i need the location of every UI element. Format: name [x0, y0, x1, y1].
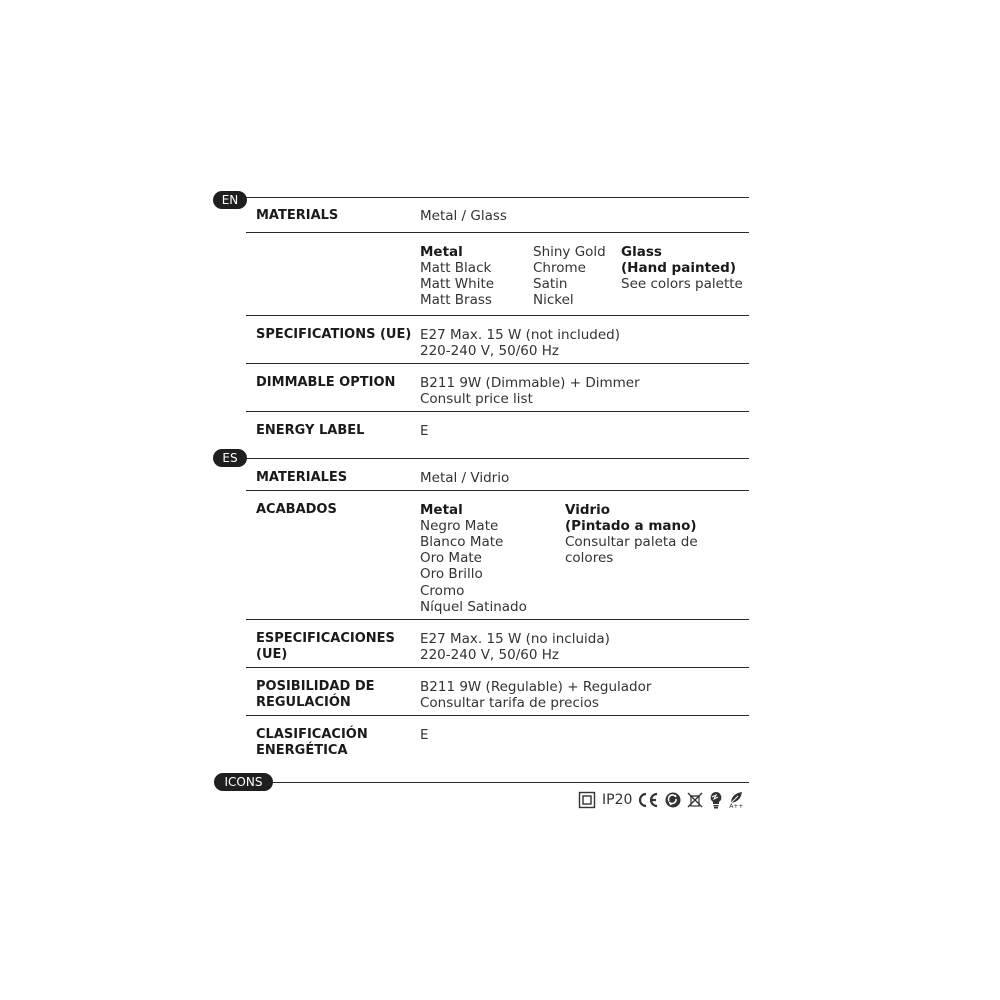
clasificacion-label: CLASIFICACIÓN [256, 727, 368, 742]
weee-bin-icon [686, 791, 704, 809]
acabado-metal-title: Metal [420, 502, 463, 518]
especificaciones-line2: 220-240 V, 50/60 Hz [420, 647, 559, 663]
regulacion-line1: B211 9W (Regulable) + Regulador [420, 679, 652, 695]
divider [246, 458, 749, 459]
acabados-label: ACABADOS [256, 502, 337, 517]
specifications-label: SPECIFICATIONS (UE) [256, 327, 412, 342]
acabado-vidrio-note: colores [565, 550, 614, 566]
section-tag-icons: ICONS [214, 773, 273, 791]
recycle-icon [664, 791, 682, 809]
divider [246, 363, 749, 364]
regulacion-label: POSIBILIDAD DE [256, 679, 375, 694]
materials-value: Metal / Glass [420, 208, 507, 224]
especificaciones-line1: E27 Max. 15 W (no incluida) [420, 631, 610, 647]
section-tag-en: EN [213, 191, 247, 209]
clasificacion-value: E [420, 727, 429, 743]
ip-rating-text: IP20 [602, 792, 633, 808]
materials-label: MATERIALS [256, 208, 339, 223]
dimmable-line1: B211 9W (Dimmable) + Dimmer [420, 375, 640, 391]
finish-metal-title: Metal [420, 244, 463, 260]
section-tag-es: ES [213, 449, 247, 467]
especificaciones-label: ESPECIFICACIONES [256, 631, 395, 646]
divider [272, 782, 749, 783]
acabado-vidrio-note: Consultar paleta de [565, 534, 698, 550]
energy-class-text: A++ [729, 802, 744, 810]
acabado-vidrio-title: Vidrio [565, 502, 611, 518]
divider [246, 232, 749, 233]
ce-mark-icon [636, 791, 660, 809]
finish-item: Chrome [533, 260, 586, 276]
divider [246, 490, 749, 491]
led-leaf-icon [728, 791, 744, 810]
finish-glass-sub: (Hand painted) [621, 260, 737, 276]
divider [246, 619, 749, 620]
divider [246, 667, 749, 668]
finish-item: Matt Black [420, 260, 492, 276]
acabado-item: Cromo [420, 583, 465, 599]
acabado-item: Negro Mate [420, 518, 499, 534]
divider [246, 197, 749, 198]
divider [246, 315, 749, 316]
finish-item: Matt White [420, 276, 495, 292]
bulb-icon [708, 791, 724, 809]
regulacion-label: REGULACIÓN [256, 695, 351, 710]
finish-item: Nickel [533, 292, 574, 308]
certification-icons [578, 789, 744, 811]
dimmable-label: DIMMABLE OPTION [256, 375, 396, 390]
finish-glass-title: Glass [621, 244, 662, 260]
acabado-item: Níquel Satinado [420, 599, 527, 615]
double-insulation-icon [578, 791, 596, 809]
finish-item: Matt Brass [420, 292, 492, 308]
acabado-item: Oro Mate [420, 550, 482, 566]
acabado-vidrio-sub: (Pintado a mano) [565, 518, 697, 534]
specifications-line2: 220-240 V, 50/60 Hz [420, 343, 559, 359]
especificaciones-label: (UE) [256, 647, 288, 662]
energy-label: ENERGY LABEL [256, 423, 365, 438]
finish-item: Satin [533, 276, 568, 292]
materiales-value: Metal / Vidrio [420, 470, 510, 486]
clasificacion-label: ENERGÉTICA [256, 743, 348, 758]
acabado-item: Oro Brillo [420, 566, 483, 582]
divider [246, 411, 749, 412]
dimmable-line2: Consult price list [420, 391, 533, 407]
divider [246, 715, 749, 716]
materiales-label: MATERIALES [256, 470, 348, 485]
specifications-line1: E27 Max. 15 W (not included) [420, 327, 621, 343]
acabado-item: Blanco Mate [420, 534, 504, 550]
finish-item: Shiny Gold [533, 244, 606, 260]
regulacion-line2: Consultar tarifa de precios [420, 695, 599, 711]
finish-glass-note: See colors palette [621, 276, 743, 292]
energy-value: E [420, 423, 429, 439]
